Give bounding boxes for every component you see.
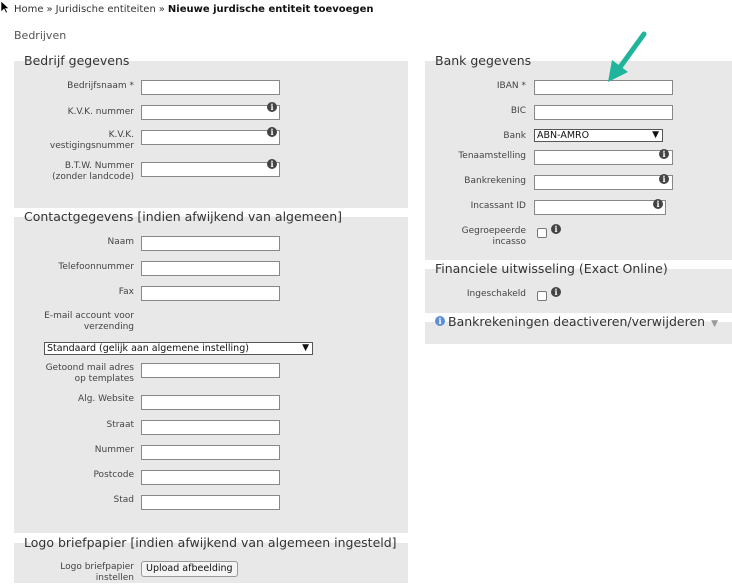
logo-panel [14,535,408,583]
template-mail-input[interactable] [141,363,280,378]
kvk-branch-input[interactable] [141,130,280,145]
vat-number-label [52,161,134,183]
accounts-panel [425,314,732,344]
postcode-input[interactable] [141,470,280,485]
contact-name-input[interactable] [141,236,280,251]
website-label: Alg. Website [78,394,134,404]
bic-label: BIC [510,106,526,116]
info-icon[interactable]: i [551,224,561,234]
logo-label [60,562,134,584]
info-icon[interactable]: i [653,199,663,209]
chevron-down-icon: ▼ [652,130,659,140]
vat-number-input[interactable] [141,162,280,177]
chevron-down-icon: ▼ [302,343,309,353]
bank-panel [425,53,732,260]
email-account-label [44,311,134,333]
bank-label: Bank [503,131,526,141]
bank-account-label: Bankrekening [464,176,526,186]
bank-account-input[interactable] [534,175,673,190]
breadcrumb-separator: » [158,4,165,15]
breadcrumb-current: Nieuwe jurdische entiteit toevoegen [167,4,374,15]
contact-panel [14,209,408,533]
logo-panel-title: Logo briefpapier [indien afwijkend van algemeen ingesteld] [24,535,397,550]
breadcrumb-legal-entities[interactable]: Juridische entiteiten [55,4,156,15]
number-label: Nummer [94,445,134,455]
company-name-label: Bedrijfsnaam * [67,81,134,91]
template-mail-label-line2: op templates [74,374,134,384]
city-label: Stad [113,495,134,505]
template-mail-label [46,363,134,385]
contact-name-label: Naam [107,237,134,247]
template-mail-label-line1: Getoond mail adres [45,363,134,373]
info-icon: i [435,316,445,326]
accounts-toggle[interactable] [435,314,718,329]
kvk-number-input[interactable] [141,105,280,120]
kvk-branch-label-line1: K.V.K. [108,130,134,140]
chevron-down-icon: ▼ [711,319,718,329]
exchange-panel-title: Financiele uitwisseling (Exact Online) [435,261,668,276]
kvk-branch-label-line2: vestigingsnummer [49,141,134,151]
city-input[interactable] [141,495,280,510]
website-input[interactable] [141,395,280,410]
bank-select[interactable] [534,129,663,142]
annotation-arrow-icon [600,30,652,86]
exact-enabled-label: Ingeschakeld [466,289,526,299]
info-icon[interactable]: i [267,102,277,112]
street-input[interactable] [141,420,280,435]
fax-label: Fax [118,287,134,297]
account-holder-input[interactable] [534,150,673,165]
company-panel [14,53,408,208]
upload-image-button[interactable]: Upload afbeelding [141,561,238,577]
collector-id-label: Incassant ID [470,201,526,211]
bank-select-value: ABN-AMRO [537,130,590,141]
exact-enabled-checkbox[interactable] [537,291,547,301]
email-label-line2: verzending [83,322,134,332]
exchange-panel [425,261,732,313]
logo-label-line2: instellen [95,573,134,583]
company-name-input[interactable] [141,80,280,95]
page-title: Bedrijven [14,29,67,42]
grouped-label-line2: incasso [492,237,526,247]
breadcrumb [14,4,373,15]
info-icon[interactable]: i [659,149,669,159]
account-holder-label: Tenaamstelling [458,151,526,161]
info-icon[interactable]: i [267,127,277,137]
breadcrumb-separator: » [46,4,53,15]
number-input[interactable] [141,445,280,460]
info-icon[interactable]: i [267,159,277,169]
iban-label: IBAN * [496,81,526,91]
street-label: Straat [106,420,134,430]
phone-label: Telefoonnummer [58,262,134,272]
fax-input[interactable] [141,286,280,301]
email-account-select[interactable] [44,342,313,355]
grouped-label-line1: Gegroepeerde [461,226,526,236]
grouped-collection-checkbox[interactable] [537,228,547,238]
kvk-number-label: K.V.K. nummer [67,107,134,117]
company-panel-title: Bedrijf gegevens [24,53,130,68]
info-icon[interactable]: i [551,287,561,297]
bank-panel-title: Bank gegevens [435,53,532,68]
email-label-line1: E-mail account voor [44,311,134,321]
accounts-title: Bankrekeningen deactiveren/verwijderen [448,314,706,329]
kvk-branch-label [50,130,134,152]
info-icon[interactable]: i [659,174,669,184]
email-account-select-value: Standaard (gelijk aan algemene instelling) [47,343,249,354]
breadcrumb-home[interactable]: Home [14,4,44,15]
postcode-label: Postcode [93,470,134,480]
collector-id-input[interactable] [534,200,666,215]
grouped-collection-label [462,226,526,248]
contact-panel-title: Contactgegevens [indien afwijkend van algemeen] [24,209,343,224]
vat-label-line1: B.T.W. Nummer [64,161,134,171]
mouse-cursor-icon [0,0,10,14]
bic-input[interactable] [534,105,673,120]
logo-label-line1: Logo briefpapier [60,562,134,572]
vat-label-line2: (zonder landcode) [52,172,134,182]
phone-input[interactable] [141,261,280,276]
